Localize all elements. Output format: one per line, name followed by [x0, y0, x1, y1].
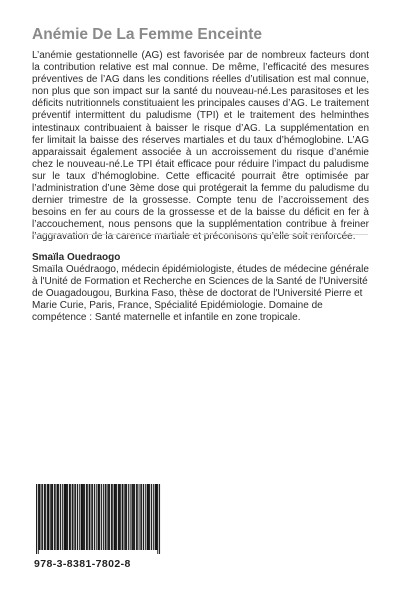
- barcode-bar: [103, 484, 104, 550]
- barcode-bar: [99, 484, 100, 550]
- barcode-bar: [74, 484, 75, 550]
- barcode-bar: [115, 484, 116, 550]
- barcode-bar: [72, 484, 73, 550]
- barcode-bar: [112, 484, 113, 550]
- barcode-bar: [58, 484, 59, 550]
- barcode-bar: [123, 484, 124, 550]
- barcode-bar: [77, 484, 78, 550]
- barcode-bar: [111, 484, 112, 550]
- barcode-bar: [65, 484, 66, 550]
- section-divider: [32, 234, 368, 235]
- barcode-bar: [73, 484, 74, 550]
- isbn-number: 978-3-8381-7802-8: [34, 558, 131, 570]
- barcode-bar: [55, 484, 56, 550]
- barcode-bar: [120, 484, 121, 550]
- barcode-bar: [47, 484, 48, 550]
- barcode-bar: [105, 484, 106, 550]
- barcode-bar: [131, 484, 132, 550]
- barcode-bar: [133, 484, 134, 550]
- barcode-bar: [89, 484, 90, 550]
- barcode-bar: [69, 484, 70, 550]
- barcode-bar: [79, 484, 80, 550]
- barcode-bar: [141, 484, 142, 550]
- barcode-bar: [114, 484, 115, 550]
- barcode-bar: [147, 484, 148, 550]
- barcode-bar: [90, 484, 91, 550]
- barcode-block: [30, 478, 168, 576]
- barcode-bar: [81, 484, 82, 550]
- barcode-bar: [52, 484, 53, 550]
- barcode-bar: [87, 484, 88, 550]
- barcode-bar: [38, 484, 39, 554]
- barcode-bar: [134, 484, 135, 550]
- barcode-bar: [92, 484, 93, 550]
- barcode-bar: [48, 484, 49, 550]
- barcode-bar: [119, 484, 120, 550]
- barcode-bar: [82, 484, 83, 550]
- barcode-bar: [50, 484, 51, 550]
- barcode-bar: [65, 484, 66, 550]
- barcode-bar: [137, 484, 138, 550]
- barcode-bar: [126, 484, 127, 550]
- barcode-bar: [143, 484, 144, 550]
- barcode-bar: [159, 484, 160, 554]
- author-name: Smaïla Ouedraogo: [32, 252, 121, 263]
- book-summary: L’anémie gestationnelle (AG) est favorisée par de nombreux facteurs dont la contribution relative est mal connue. De même, l’efficacité des mesures préventives de l’AG dans les conditions réelles d’utilisation est mal connue, non plus que son impact sur la santé du nouveau-né.Les parasitoses et les déficits nutritionnels constituaient les principales causes d’AG. Le traitement préventif intermittent du paludisme (TPI) et le traitement des helminthes intestinaux contribuaient à baisser le risque d’AG. La supplémentation en fer limitait la baisse des réserves martiales et du taux d’hémoglobine. L’AG apparaissait également associée à un accroissement du risque d’anémie chez le nouveau-né.Le TPI était efficace pour réduire l’impact du paludisme sur le taux d’hémoglobine. Cette efficacité pourrait être optimisée par l’administration d’une 3ème dose qui protégerait la femme du paludisme du dernier trimestre de la grossesse. Compte tenu de l’accroissement des besoins en fer au cours de la grossesse et de la baisse du déficit en fer à l’accouchement, nous pensons que la supplémentation contribue à freiner l’aggravation de la carence martiale et préconisons qu’elle soit renforcée.: [32, 50, 369, 243]
- barcode-bar: [67, 484, 68, 550]
- barcode-bar: [128, 484, 129, 550]
- barcode-bar: [54, 484, 55, 550]
- barcode-bar: [83, 484, 84, 550]
- barcode-bar: [51, 484, 52, 550]
- barcode-bar: [107, 484, 108, 550]
- book-title: Anémie De La Femme Enceinte: [32, 26, 262, 43]
- barcode-bar: [94, 484, 95, 550]
- barcode-bar: [70, 484, 71, 550]
- barcode-bar: [118, 484, 119, 550]
- barcode-bar: [62, 484, 63, 550]
- barcode-bar: [145, 484, 146, 550]
- barcode-bar: [108, 484, 109, 550]
- barcode-bar: [91, 484, 92, 550]
- barcode-bar: [42, 484, 43, 550]
- barcode-bar: [124, 484, 125, 550]
- barcode-bar: [57, 484, 58, 550]
- barcode-bar: [157, 484, 158, 554]
- barcode-bar: [44, 484, 45, 550]
- barcode-bar: [116, 484, 117, 550]
- barcode-bar: [156, 484, 157, 550]
- barcode-bar: [98, 484, 99, 550]
- barcode-bar: [57, 484, 58, 550]
- barcode-bar: [125, 484, 126, 550]
- barcode-bar: [106, 484, 107, 550]
- barcode-bar: [148, 484, 149, 550]
- barcode-bar: [39, 484, 40, 550]
- barcode-bar: [140, 484, 141, 550]
- barcode-bar: [75, 484, 76, 550]
- barcode-bar: [149, 484, 150, 550]
- barcode-bar: [155, 484, 156, 550]
- barcode-bar: [60, 484, 61, 550]
- barcode-bar: [41, 484, 42, 550]
- barcode-bar: [98, 484, 99, 550]
- barcode-bar: [132, 484, 133, 550]
- barcode-bar: [64, 484, 65, 550]
- barcode-bar: [101, 484, 102, 550]
- author-biography: Smaïla Ouédraogo, médecin épidémiologiste, études de médecine générale à l'Unité de Formation et Recherche en Sciences de la Santé de l'Université de Ouagadougou, Burkina Faso, thèse de doctorat de l'Université Pierre et Marie Curie, Paris, France, Spécialité Epidémiologie. Domaine de compétence : Santé maternelle et infantile en zone tropicale.: [32, 264, 369, 324]
- barcode-bar: [84, 484, 85, 550]
- barcode-bar: [139, 484, 140, 550]
- barcode-bar: [36, 484, 37, 554]
- barcode-bar: [86, 484, 87, 550]
- barcode-bar: [109, 484, 110, 550]
- barcode-bar: [136, 484, 137, 550]
- barcode-bar: [148, 484, 149, 550]
- barcode-bar: [96, 484, 97, 550]
- barcode-bar: [45, 484, 46, 550]
- barcode-bar: [122, 484, 123, 550]
- barcode-bar: [151, 484, 152, 550]
- barcode-bar: [82, 484, 83, 550]
- barcode-icon: [34, 484, 162, 554]
- barcode-bar: [40, 484, 41, 550]
- barcode-bar: [66, 484, 67, 550]
- barcode-bar: [130, 484, 131, 550]
- barcode-bar: [48, 484, 49, 550]
- barcode-bar: [115, 484, 116, 550]
- barcode-bar: [156, 484, 157, 550]
- barcode-bar: [153, 484, 154, 550]
